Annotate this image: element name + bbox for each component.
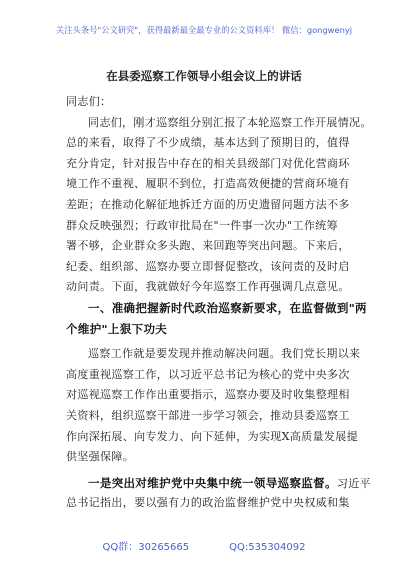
paragraph-line: 总的来看，取得了不少成绩，基本达到了预期目的，值得 bbox=[66, 136, 350, 150]
paragraph-line: 充分肯定，针对报告中存在的相关县级部门对优化营商环 bbox=[66, 156, 350, 170]
paragraph-line: 巡察工作就是要发现并推动解决问题。我们党长期以来 bbox=[88, 347, 361, 361]
point-text: 习近平 bbox=[336, 476, 371, 490]
footer bbox=[0, 538, 408, 553]
paragraph-line: 对巡视巡察工作作出重要指示，巡察办要及时收集整理相 bbox=[66, 388, 350, 402]
paragraph-line: 高度重视巡察工作，以习近平总书记为核心的党中央多次 bbox=[66, 367, 350, 381]
paragraph-line: 纪委、组织部、巡察办要立即督促整改，该问责的及时启 bbox=[66, 259, 350, 273]
point-heading: 一是突出对维护党中央集中统一领导巡察监督。 bbox=[88, 475, 337, 490]
point-line bbox=[66, 473, 371, 494]
paragraph-line: 同志们，刚才巡察组分别汇报了本轮巡察工作开展情况。 bbox=[88, 115, 372, 129]
paragraph-line: 总书记指出，要以强有力的政治监督维护党中央权威和集 bbox=[66, 496, 350, 510]
document-body bbox=[66, 92, 372, 514]
section-heading: 个维护"上狠下功夫 bbox=[66, 321, 168, 336]
top-banner: 关注头条号"公文研究"，获得最新最全最专业的公文资料库！ 微信：gongwenyj bbox=[55, 25, 353, 35]
paragraph-line: 动问责。下面，我就做好今年巡察工作再强调几点意见。 bbox=[66, 280, 350, 294]
paragraph-line: 作向深拓展、向专发力、向下延伸，为实现X高质量发展提 bbox=[66, 429, 358, 443]
paragraph-line: 署不够，企业群众多头跑、来回跑等突出问题。下来后， bbox=[66, 239, 350, 253]
salutation: 同志们： bbox=[66, 95, 112, 108]
paragraph-line: 群众反映强烈；行政审批局在"一件事一次办"工作统筹 bbox=[66, 218, 338, 232]
paragraph-line: 供坚强保障。 bbox=[66, 450, 135, 464]
footer-qq: QQ:535304092 bbox=[229, 542, 306, 553]
paragraph-line: 差距；在推动化解征地拆迁方面的历史遗留问题方法不多 bbox=[66, 197, 350, 211]
footer-qq-group: QQ群：30265665 bbox=[102, 542, 190, 553]
paragraph-line: 境工作不重视、履职不到位，打造高效便捷的营商环境有 bbox=[66, 177, 350, 191]
document-title: 在县委巡察工作领导小组会议上的讲话 bbox=[106, 69, 302, 83]
section-heading: 一、准确把握新时代政治巡察新要求，在监督做到"两 bbox=[88, 300, 367, 315]
paragraph-line: 关资料，组织巡察干部进一步学习领会，推动县委巡察工 bbox=[66, 408, 350, 422]
